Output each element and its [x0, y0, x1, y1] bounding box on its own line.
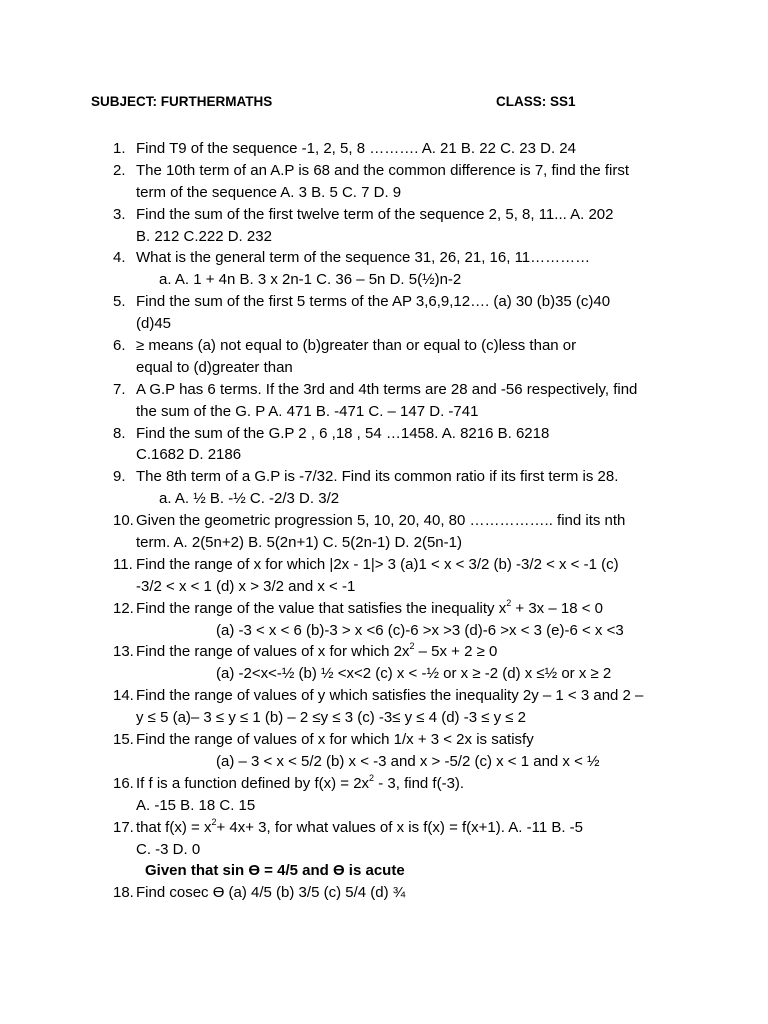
question-number: 15. [113, 731, 134, 749]
superscript: 2 [506, 597, 512, 608]
question-4 [0, 247, 768, 269]
question-text: that $f(x) = x^2+ 4x+ 3$, for what values of x is f(x) = f(x+1). A. -11 B. -5 [136, 816, 584, 836]
question-number: 3. [113, 205, 126, 223]
question-9-options [0, 488, 768, 510]
question-17-options [0, 839, 768, 861]
question-15-options [0, 751, 768, 773]
options-text: (a) -3 < x < 6 (b)-3 > x <6 (c)-6 >x >3 (d)-6 >x < 3 (e)-6 < x <3 [216, 621, 624, 639]
continuation-text: B. 212 C.222 D. 232 [136, 227, 272, 245]
question-number: 5. [113, 293, 126, 311]
class-label: CLASS: SS1 [496, 94, 576, 109]
question-2-options [0, 182, 768, 204]
continuation-text: C. -3 D. 0 [136, 840, 201, 858]
question-text: Find T9 of the sequence -1, 2, 5, 8 ………. A. 21 B. 22 C. 23 D. 24 [136, 140, 576, 157]
question-6 [0, 335, 768, 357]
question-7 [0, 379, 768, 401]
options-text: (a) -2<x<-½ (b) ½ <x<2 (c) x < -½ or x ≥ -2 (d) x ≤½ or x ≥ 2 [216, 665, 612, 683]
question-15 [0, 729, 768, 751]
question-6-options [0, 357, 768, 379]
subject-label: SUBJECT: FURTHERMATHS [91, 94, 273, 109]
question-2 [0, 160, 768, 182]
given-statement [0, 860, 768, 882]
continuation-text: the sum of the G. P A. 471 B. -471 C. – 147 D. -741 [136, 402, 479, 420]
given-text: Given that sin Ө = 4/5 and Ө is acute [145, 862, 405, 880]
question-number: 4. [113, 249, 126, 267]
question-13 [0, 641, 768, 663]
question-4-options [0, 269, 768, 291]
question-11 [0, 554, 768, 576]
question-text: Given the geometric progression 5, 10, 20, 40, 80 …………….. find its nth [136, 512, 626, 530]
continuation-text: -3/2 < x < 1 (d) x > 3/2 and x < -1 [136, 577, 356, 595]
question-text: Find the range of x for which |2x - 1|> 3 (a)1 < x < 3/2 (b) -3/2 < x < -1 (c) [136, 555, 619, 573]
question-3 [0, 204, 768, 226]
superscript: 2 [409, 641, 415, 652]
question-7-options [0, 401, 768, 423]
question-8-options [0, 444, 768, 466]
question-14-options [0, 707, 768, 729]
question-text: ≥ means (a) not equal to (b)greater than or equal to (c)less than or [136, 337, 577, 355]
question-12-options [0, 620, 768, 642]
superscript: 2 [211, 816, 217, 827]
continuation-text: y ≤ 5 (a)– 3 ≤ y ≤ 1 (b) – 2 ≤y ≤ 3 (c) -3≤ y ≤ 4 (d) -3 ≤ y ≤ 2 [136, 709, 527, 727]
continuation-text: term of the sequence A. 3 B. 5 C. 7 D. 9 [136, 183, 402, 201]
question-text: Find the sum of the G.P 2 , 6 ,18 , 54 …1458. A. 8216 B. 6218 [136, 424, 550, 442]
question-number: 12. [113, 599, 134, 617]
question-text: What is the general term of the sequence 31, 26, 21, 16, 11………… [136, 249, 591, 267]
question-text: Find the range of the value that satisfies the inequality $x^2 + 3x - 18 < 0$ [136, 597, 603, 617]
question-5-options [0, 313, 768, 335]
question-text: A G.P has 6 terms. If the 3rd and 4th terms are 28 and -56 respectively, find [136, 380, 638, 398]
question-11-options [0, 576, 768, 598]
question-16-options [0, 795, 768, 817]
superscript: 2 [369, 772, 375, 783]
question-number: 16. [113, 774, 134, 792]
question-text: Find the range of values of x for which $2x^2 - 5x + 2 \ge 0$ [136, 641, 498, 661]
question-16 [0, 773, 768, 795]
question-3-options [0, 226, 768, 248]
question-text: If f is a function defined by $f(x) = 2x^2 - 3$, find f(-3). [136, 772, 465, 792]
question-1 [0, 138, 768, 160]
question-9 [0, 466, 768, 488]
continuation-text: equal to (d)greater than [136, 358, 293, 376]
options-text: a. A. 1 + 4n B. 3 x 2n-1 C. 36 – 5n D. 5(½)n-2 [159, 271, 462, 289]
question-number: 7. [113, 380, 126, 398]
question-13-options [0, 663, 768, 685]
question-18 [0, 882, 768, 904]
options-text: (a) – 3 < x < 5/2 (b) x < -3 and x > -5/2 (c) x < 1 and x < ½ [216, 752, 600, 770]
question-text: The 8th term of a G.P is -7/32. Find its common ratio if its first term is 28. [136, 468, 619, 486]
question-number: 1. [113, 140, 126, 157]
question-number: 18. [113, 884, 134, 902]
question-number: 6. [113, 337, 126, 355]
question-10-options [0, 532, 768, 554]
question-5 [0, 291, 768, 313]
continuation-text: (d)45 [136, 315, 172, 333]
question-text: Find the sum of the first twelve term of the sequence 2, 5, 8, 11... A. 202 [136, 205, 614, 223]
continuation-text: C.1682 D. 2186 [136, 446, 242, 464]
continuation-text: A. -15 B. 18 C. 15 [136, 796, 256, 814]
question-17 [0, 817, 768, 839]
question-number: 9. [113, 468, 126, 486]
question-8 [0, 423, 768, 445]
question-12 [0, 598, 768, 620]
question-text: Find cosec Ө (a) 4/5 (b) 3/5 (c) 5/4 (d) ¾ [136, 884, 406, 902]
continuation-text: term. A. 2(5n+2) B. 5(2n+1) C. 5(2n-1) D. 2(5n-1) [136, 534, 462, 552]
document-header [0, 94, 768, 114]
question-number: 2. [113, 161, 126, 179]
question-14 [0, 685, 768, 707]
question-text: The 10th term of an A.P is 68 and the common difference is 7, find the first [136, 161, 630, 179]
question-number: 8. [113, 424, 126, 442]
question-number: 17. [113, 818, 134, 836]
options-text: a. A. ½ B. -½ C. -2/3 D. 3/2 [159, 490, 340, 508]
question-10 [0, 510, 768, 532]
question-number: 10. [113, 512, 134, 530]
question-number: 11. [113, 555, 133, 573]
question-number: 13. [113, 643, 134, 661]
question-text: Find the range of values of y which satisfies the inequality 2y – 1 < 3 and 2 – [136, 687, 644, 705]
question-number: 14. [113, 687, 134, 705]
question-text: Find the sum of the first 5 terms of the AP 3,6,9,12…. (a) 30 (b)35 (c)40 [136, 293, 611, 311]
question-list [0, 138, 768, 904]
question-text: Find the range of values of x for which 1/x + 3 < 2x is satisfy [136, 731, 534, 749]
